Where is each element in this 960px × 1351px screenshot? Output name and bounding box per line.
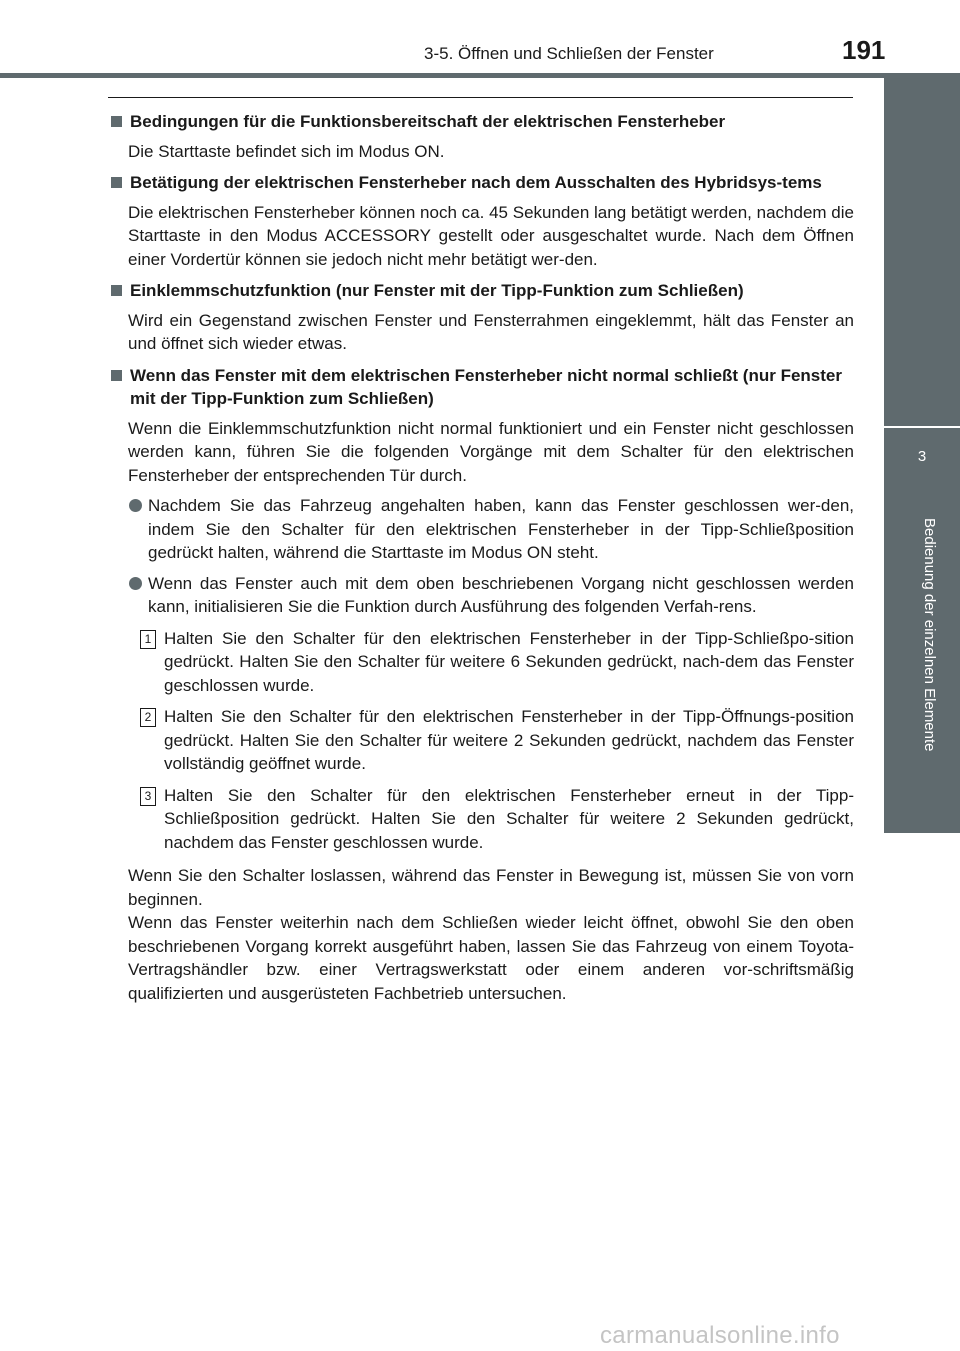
content-divider: [108, 97, 853, 98]
header-section-title: 3-5. Öffnen und Schließen der Fenster: [424, 44, 714, 63]
circle-icon: [129, 577, 142, 590]
step-item: [108, 627, 854, 698]
step-text: Halten Sie den Schalter für den elektrischen Fensterheber erneut in der Tipp-Schließposition gedrückt. Halten Sie den Schalter für weitere 2 Sekunden gedrückt, nachdem das Fenster geschlossen wurde.: [164, 785, 854, 852]
circle-icon: [129, 499, 142, 512]
side-tab-upper-bar: [884, 78, 960, 426]
chapter-title: Bedienung der einzelnen Elemente: [921, 518, 938, 752]
square-icon: [111, 370, 122, 381]
section-text: Die Starttaste befindet sich im Modus ON.: [128, 141, 445, 161]
page-content: [108, 110, 854, 1005]
section-text: Die elektrischen Fensterheber können noch ca. 45 Sekunden lang betätigt werden, nachdem die Starttaste in den Modus ACCESSORY gestellt oder ausgeschaltet wurde. Nach dem Öffnen einer Vordertür können sie jedoch nicht mehr betätigt wer-den.: [128, 202, 854, 269]
watermark: carmanualsonline.info: [600, 1322, 840, 1349]
section-heading: [108, 364, 854, 411]
chapter-number: 3: [917, 448, 927, 465]
section-heading: [108, 279, 854, 303]
step-text: Halten Sie den Schalter für den elektrischen Fensterheber in der Tipp-Öffnungs-position gedrückt. Halten Sie den Schalter für weitere 2 Sekunden gedrückt, nachdem das Fenster vollständig geöffnet wurde.: [164, 707, 854, 773]
section-heading-text: Betätigung der elektrischen Fensterheber nach dem Ausschalten des Hybridsys-tems: [130, 173, 822, 192]
page-number: 191: [842, 35, 886, 65]
step-item: [108, 705, 854, 776]
square-icon: [111, 177, 122, 188]
closing-notes: [108, 864, 854, 1005]
square-icon: [111, 285, 122, 296]
bullet-item: [108, 494, 854, 565]
bullet-text: Nachdem Sie das Fahrzeug angehalten haben, kann das Fenster geschlossen wer-den, indem Sie den Schalter für den elektrischen Fensterheber in der Tipp-Schließposition gedrückt halten, während die Starttaste im Modus ON steht.: [148, 496, 854, 562]
section-text: Wenn die Einklemmschutzfunktion nicht normal funktioniert und ein Fenster nicht geschlossen werden kann, führen Sie die folgenden Vorgänge mit dem Schalter für den elektrischen Fensterheber der entsprechenden Tür durch.: [128, 418, 854, 485]
bullet-text: Wenn das Fenster auch mit dem oben beschriebenen Vorgang nicht geschlossen werden kann, initialisieren Sie die Funktion durch Ausführung des folgenden Verfah-rens.: [148, 573, 854, 616]
section-heading-text: Bedingungen für die Funktionsbereitschaft der elektrischen Fensterheber: [130, 112, 726, 131]
closing-paragraph: Wenn das Fenster weiterhin nach dem Schließen wieder leicht öffnet, obwohl Sie den oben beschriebenen Vorgang korrekt ausgeführt haben, lassen Sie das Fahrzeug von einem Toyota-Vertragshändler bzw. einer Vertragswerkstatt oder einem anderen vor-schriftsmäßig qualifizierten und ausgerüsteten Fachbetrieb untersuchen.: [128, 913, 854, 1003]
header-rule: [0, 73, 960, 78]
section-heading: [108, 110, 854, 134]
section-text: Wird ein Gegenstand zwischen Fenster und Fensterrahmen eingeklemmt, hält das Fenster an und öffnet sich wieder etwas.: [128, 310, 854, 353]
closing-paragraph: Wenn Sie den Schalter loslassen, während das Fenster in Bewegung ist, müssen Sie von vorn beginnen.: [128, 866, 854, 909]
square-icon: [111, 116, 122, 127]
step-number-box: 2: [140, 708, 156, 727]
step-number-box: 3: [140, 787, 156, 806]
step-number-box: 1: [140, 630, 156, 649]
bullet-item: [108, 572, 854, 619]
step-item: [108, 784, 854, 855]
section-heading-text: Wenn das Fenster mit dem elektrischen Fensterheber nicht normal schließt (nur Fenster mit der Tipp-Funktion zum Schließen): [130, 365, 842, 408]
section-heading: [108, 171, 854, 195]
step-text: Halten Sie den Schalter für den elektrischen Fensterheber in der Tipp-Schließpo-sition gedrückt. Halten Sie den Schalter für weitere 6 Sekunden gedrückt, nach-dem das Fenster geschlossen wurde.: [164, 628, 854, 695]
section-heading-text: Einklemmschutzfunktion (nur Fenster mit der Tipp-Funktion zum Schließen): [130, 281, 744, 300]
